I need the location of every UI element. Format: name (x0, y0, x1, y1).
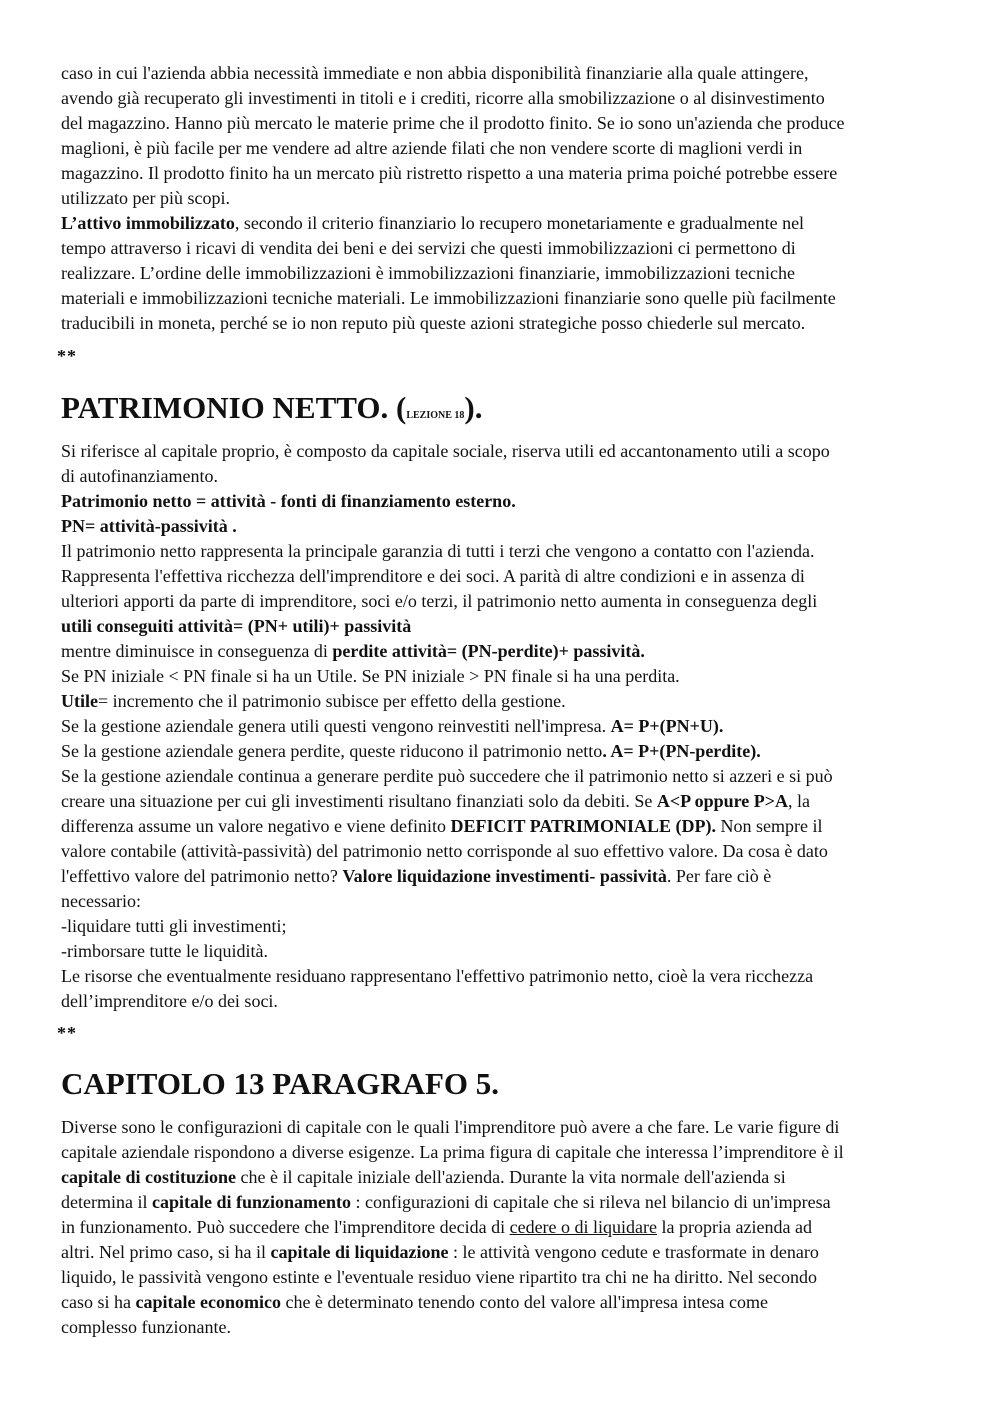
text-line: Se la gestione aziendale genera utili questi vengono reinvestiti nell'impresa. A= P+(PN+U). (61, 716, 724, 736)
section-heading-patrimonio-netto: PATRIMONIO NETTO. (LEZIONE 18). (61, 390, 483, 425)
text-line: complesso funzionante. (61, 1317, 231, 1337)
text-line: di autofinanziamento. (61, 466, 218, 486)
text-line: capitale aziendale rispondono a diverse esigenze. La prima figura di capitale che interessa l’imprenditore è il (61, 1142, 844, 1162)
text-line: Utile= incremento che il patrimonio subisce per effetto della gestione. (61, 691, 566, 711)
text-line: caso si ha capitale economico che è determinato tenendo conto del valore all'impresa intesa come (61, 1292, 768, 1312)
text-line: altri. Nel primo caso, si ha il capitale di liquidazione : le attività vengono cedute e trasformate in denaro (61, 1242, 819, 1262)
text-line: Rappresenta l'effettiva ricchezza dell'imprenditore e dei soci. A parità di altre condizioni e in assenza di (61, 566, 805, 586)
text-line: creare una situazione per cui gli investimenti risultano finanziati solo da debiti. Se A<P oppure P>A, la (61, 791, 811, 811)
capitolo-paragraph (61, 1115, 951, 1340)
text-line: caso in cui l'azienda abbia necessità immediate e non abbia disponibilità finanziarie alla quale attingere, (61, 63, 809, 83)
lesson-label: LEZIONE 18 (406, 410, 465, 421)
separator-stars: ** (57, 1023, 77, 1043)
text-line: l'effettivo valore del patrimonio netto? Valore liquidazione investimenti- passività. Per fare ciò è (61, 866, 772, 886)
intro-paragraph (61, 61, 951, 336)
text-line: capitale di costituzione che è il capitale iniziale dell'azienda. Durante la vita normale dell'azienda si (61, 1167, 786, 1187)
formula-line: PN= attività-passività . (61, 516, 237, 536)
list-item: -rimborsare tutte le liquidità. (61, 941, 268, 961)
text-line: necessario: (61, 891, 141, 911)
text-line: Il patrimonio netto rappresenta la principale garanzia di tutti i terzi che vengono a contatto con l'azienda. (61, 541, 815, 561)
text-line: Se PN iniziale < PN finale si ha un Utile. Se PN iniziale > PN finale si ha una perdita. (61, 666, 680, 686)
text-line: tempo attraverso i ricavi di vendita dei beni e dei servizi che questi immobilizzazioni ci permettono di (61, 238, 796, 258)
text-line: determina il capitale di funzionamento : configurazioni di capitale che si rileva nel bilancio di un'impresa (61, 1192, 831, 1212)
bold-term: L’attivo immobilizzato (61, 213, 235, 233)
text-line: Se la gestione aziendale genera perdite, queste riducono il patrimonio netto. A= P+(PN-perdite). (61, 741, 761, 761)
text-line: maglioni, è più facile per me vendere ad altre aziende filati che non vendere scorte di maglioni verdi in (61, 138, 803, 158)
formula-line: utili conseguiti attività= (PN+ utili)+ passività (61, 616, 412, 636)
text-line: realizzare. L’ordine delle immobilizzazioni è immobilizzazioni finanziarie, immobilizzazioni tecniche (61, 263, 796, 283)
patrimonio-netto-paragraph (61, 439, 951, 1014)
text-line: liquido, le passività vengono estinte e l'eventuale residuo viene ripartito tra chi ne ha diritto. Nel secondo (61, 1267, 818, 1287)
text-line: materiali e immobilizzazioni tecniche materiali. Le immobilizzazioni finanziarie sono quelle più facilmente (61, 288, 836, 308)
formula-line: Patrimonio netto = attività - fonti di finanziamento esterno. (61, 491, 516, 511)
text-line: in funzionamento. Può succedere che l'imprenditore decida di cedere o di liquidare la propria azienda ad (61, 1217, 812, 1237)
text-line: mentre diminuisce in conseguenza di perdite attività= (PN-perdite)+ passività. (61, 641, 645, 661)
text-line: utilizzato per più scopi. (61, 188, 230, 208)
section-heading-capitolo-13: CAPITOLO 13 PARAGRAFO 5. (61, 1066, 500, 1101)
text-line: L’attivo immobilizzato, secondo il criterio finanziario lo recupero monetariamente e gradualmente nel (61, 213, 805, 233)
text-line: del magazzino. Hanno più mercato le materie prime che il prodotto finito. Se io sono un'azienda che produce (61, 113, 845, 133)
separator-stars: ** (57, 346, 77, 366)
list-item: -liquidare tutti gli investimenti; (61, 916, 287, 936)
text-line: traducibili in moneta, perché se io non reputo più queste azioni strategiche posso chiederle sul mercato. (61, 313, 806, 333)
text-line: Le risorse che eventualmente residuano rappresentano l'effettivo patrimonio netto, cioè la vera ricchezza (61, 966, 814, 986)
text-line: dell’imprenditore e/o dei soci. (61, 991, 278, 1011)
text-line: Si riferisce al capitale proprio, è composto da capitale sociale, riserva utili ed accantonamento utili a scopo (61, 441, 830, 461)
underlined-text: cedere o di liquidare (509, 1217, 658, 1237)
text-line: Diverse sono le configurazioni di capitale con le quali l'imprenditore può avere a che fare. Le varie figure di (61, 1117, 840, 1137)
text-line: valore contabile (attività-passività) del patrimonio netto corrisponde al suo effettivo valore. Da cosa è dato (61, 841, 828, 861)
text-line: Se la gestione aziendale continua a generare perdite può succedere che il patrimonio netto si azzeri e si può (61, 766, 833, 786)
text-line: magazzino. Il prodotto finito ha un mercato più ristretto rispetto a una materia prima poiché potrebbe essere (61, 163, 838, 183)
text-line: differenza assume un valore negativo e viene definito DEFICIT PATRIMONIALE (DP). Non sempre il (61, 816, 823, 836)
text-line: ulteriori apporti da parte di imprenditore, soci e/o terzi, il patrimonio netto aumenta in conseguenza degli (61, 591, 818, 611)
text-line: avendo già recuperato gli investimenti in titoli e i crediti, ricorre alla smobilizzazione o al disinvestimento (61, 88, 825, 108)
